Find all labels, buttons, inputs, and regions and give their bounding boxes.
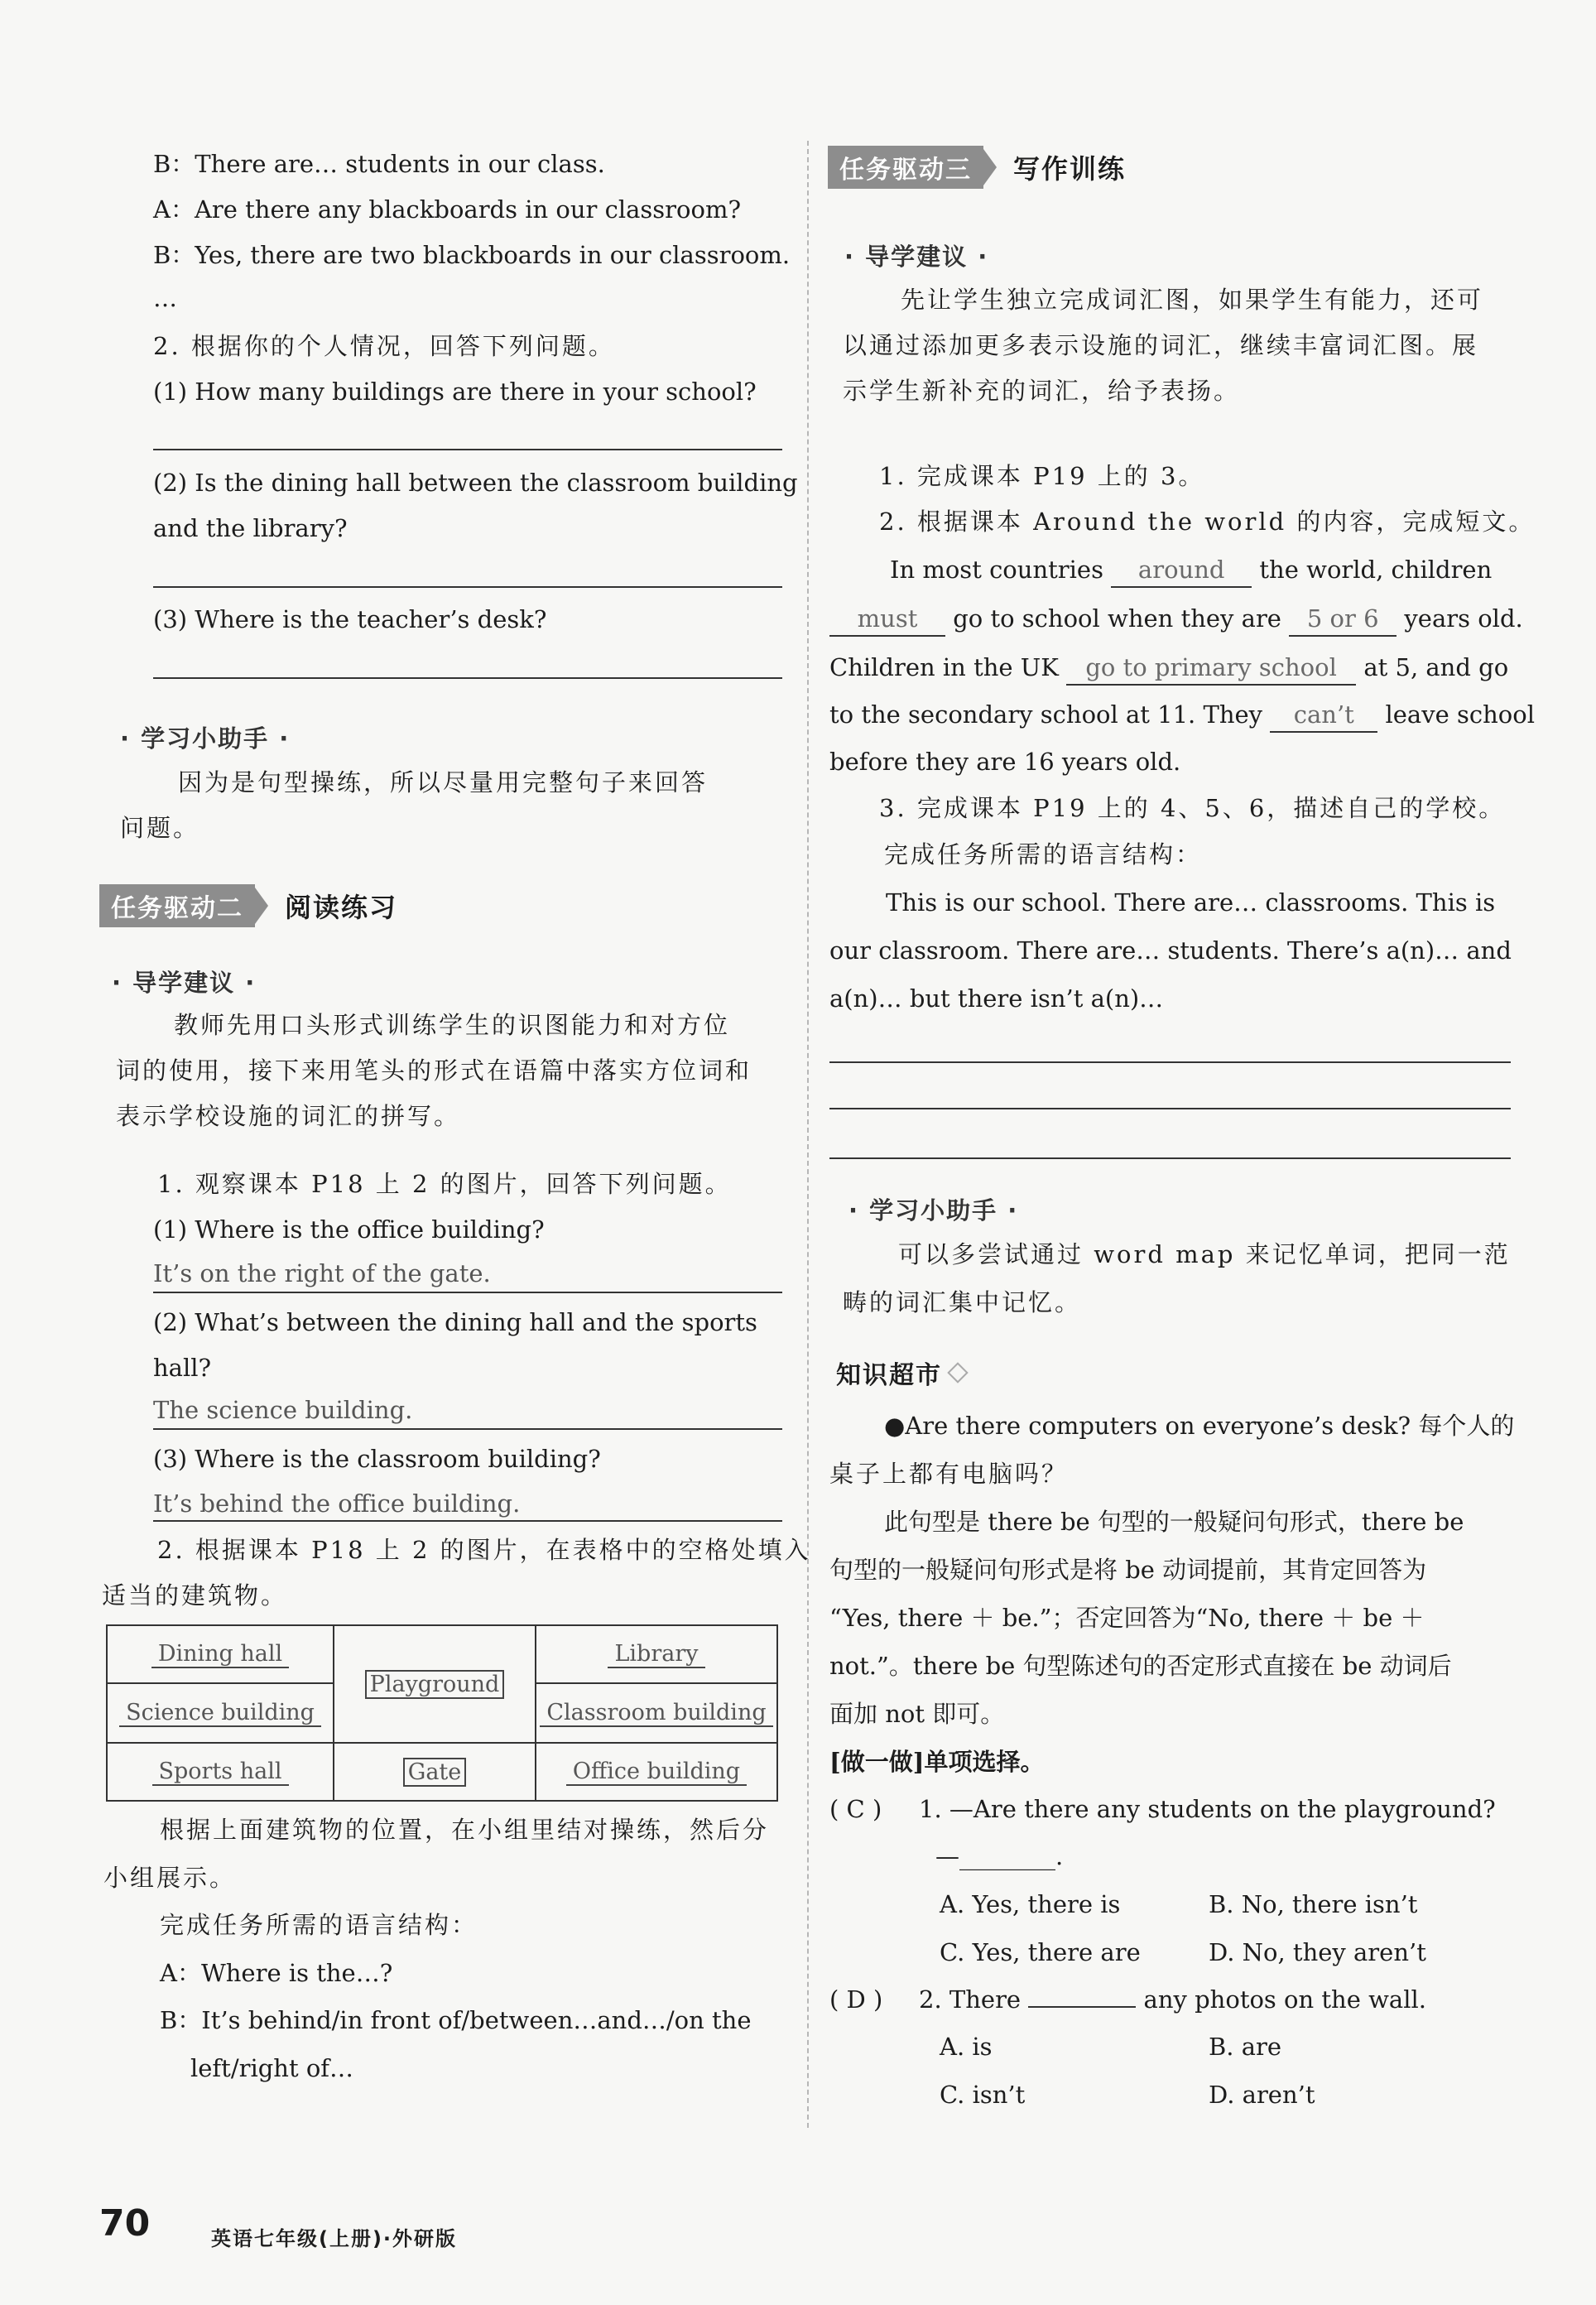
guide-line-1: 教师先用口头形式训练学生的识图能力和对方位: [174, 1011, 731, 1039]
tip-line-2: 畴的词汇集中记忆。: [843, 1288, 1082, 1316]
struct-heading: 完成任务所需的语言结构：: [160, 1911, 478, 1939]
mc1-option-c[interactable]: C. Yes, there are: [940, 1938, 1141, 1966]
group-line-1: 根据上面建筑物的位置，在小组里结对操练，然后分: [160, 1816, 770, 1844]
mc2-answer[interactable]: ( D ): [829, 1985, 883, 2014]
dialog-line-2: A：Are there any blackboards in our classroom?: [153, 195, 742, 224]
mc2-option-a[interactable]: A. is: [940, 2033, 993, 2061]
writing-1: 1. 完成课本 P19 上的 3。: [879, 462, 1205, 490]
knowledge-line-5: “Yes, there ＋ be.”；否定回答为“No, there ＋ be ＋: [829, 1604, 1425, 1632]
writing-3: 3. 完成课本 P19 上的 4、5、6，描述自己的学校。: [879, 794, 1506, 822]
guide-line-2: 词的使用，接下来用笔头的形式在语篇中落实方位词和: [116, 1056, 752, 1085]
reading-q1-2b: hall?: [153, 1354, 212, 1382]
blank-1[interactable]: around: [1111, 553, 1252, 588]
answer-line[interactable]: [153, 586, 782, 588]
struct-line-3: a(n)… but there isn’t a(n)…: [829, 984, 1164, 1013]
q2-question-3: (3) Where is the teacher’s desk?: [153, 605, 547, 633]
guide-heading: · 导学建议 ·: [844, 243, 989, 271]
struct-line-2: our classroom. There are… students. There’s a(n)… and: [829, 936, 1512, 965]
knowledge-line-6: not.”。there be 句型陈述句的否定形式直接在 be 动词后: [829, 1652, 1452, 1680]
cell-office-building: Office building: [536, 1743, 777, 1801]
reading-q2-title-a: 2. 根据课本 P18 上 2 的图片，在表格中的空格处填入: [157, 1536, 811, 1564]
mc1-answer[interactable]: ( C ): [829, 1795, 882, 1823]
guide-line-1: 先让学生独立完成词汇图，如果学生有能力，还可: [901, 286, 1484, 314]
diamond-icon: [947, 1362, 968, 1383]
tip-heading: · 学习小助手 ·: [120, 724, 291, 753]
blank-5[interactable]: can’t: [1270, 698, 1377, 733]
dialog-line-1: B：There are… students in our class.: [153, 150, 605, 178]
tip-line-1: 因为是句型操练，所以尽量用完整句子来回答: [178, 768, 709, 796]
answer-line[interactable]: [153, 1292, 782, 1293]
reading-a1: It’s on the right of the gate.: [153, 1259, 491, 1287]
section-3-header: [828, 146, 1126, 189]
answer-line[interactable]: [153, 1428, 782, 1430]
mc1-blank: —________.: [935, 1842, 1064, 1870]
knowledge-heading: 知识超市: [836, 1355, 965, 1391]
writing-line[interactable]: [829, 1108, 1511, 1109]
mc1-question: 1. —Are there any students on the playground?: [919, 1795, 1496, 1823]
mc2-option-c[interactable]: C. isn’t: [940, 2081, 1026, 2109]
reading-q1-title: 1. 观察课本 P18 上 2 的图片，回答下列问题。: [157, 1170, 732, 1198]
section-2-title: 阅读练习: [285, 892, 398, 923]
q2-question-1: (1) How many buildings are there in your school?: [153, 378, 757, 406]
mc1-option-d[interactable]: D. No, they aren’t: [1209, 1938, 1426, 1966]
mc2-blank[interactable]: [1028, 2006, 1136, 2008]
q2-question-2b: and the library?: [153, 514, 348, 542]
answer-line[interactable]: [153, 449, 782, 450]
cell-playground: Playground: [334, 1625, 536, 1743]
cell-library: Library: [536, 1625, 777, 1683]
reading-a2: The science building.: [153, 1396, 413, 1424]
passage-line-1: In most countries around the world, children: [890, 553, 1492, 588]
knowledge-line-3: 此句型是 there be 句型的一般疑问句形式，there be: [884, 1508, 1464, 1536]
q2-title: 2. 根据你的个人情况，回答下列问题。: [153, 332, 615, 360]
tip-line-2: 问题。: [120, 814, 200, 842]
struct-heading: 完成任务所需的语言结构：: [884, 840, 1203, 869]
blank-3[interactable]: 5 or 6: [1289, 602, 1396, 637]
group-line-2: 小组展示。: [103, 1864, 237, 1892]
column-divider: [807, 141, 809, 2128]
knowledge-line-1: ●Are there computers on everyone’s desk? 每个人的: [884, 1412, 1515, 1440]
section-2-tag: 任务驱动二: [99, 884, 255, 927]
passage-line-2: must go to school when they are 5 or 6 years old.: [829, 602, 1523, 637]
knowledge-line-4: 句型的一般疑问句形式是将 be 动词提前，其肯定回答为: [829, 1556, 1427, 1584]
do-heading: [做一做]单项选择。: [829, 1748, 1045, 1776]
struct-line-1: This is our school. There are… classrooms. This is: [886, 888, 1496, 917]
writing-2: 2. 根据课本 Around the world 的内容，完成短文。: [879, 508, 1536, 536]
guide-heading: · 导学建议 ·: [112, 969, 257, 997]
knowledge-line-2: 桌子上都有电脑吗？: [829, 1460, 1069, 1488]
blank-2[interactable]: must: [829, 602, 945, 637]
struct-a: A：Where is the…?: [160, 1959, 393, 1987]
cell-sports-hall: Sports hall: [107, 1743, 334, 1801]
guide-line-3: 示学生新补充的词汇，给予表扬。: [843, 377, 1241, 405]
book-title: 英语七年级(上册)·外研版: [211, 2227, 458, 2250]
cell-science-building: Science building: [107, 1683, 334, 1743]
dialog-line-3: B：Yes, there are two blackboards in our classroom.: [153, 241, 791, 269]
reading-q1-3: (3) Where is the classroom building?: [153, 1445, 601, 1473]
struct-b-1: B：It’s behind/in front of/between…and…/on the: [160, 2006, 752, 2034]
writing-line[interactable]: [829, 1061, 1511, 1063]
arrow-icon: [983, 149, 997, 185]
cell-gate: Gate: [334, 1743, 536, 1801]
mc1-option-b[interactable]: B. No, there isn’t: [1209, 1890, 1418, 1918]
mc2-option-b[interactable]: B. are: [1209, 2033, 1282, 2061]
building-table: [106, 1624, 778, 1802]
guide-line-2: 以通过添加更多表示设施的词汇，继续丰富词汇图。展: [843, 331, 1479, 359]
reading-q1-1: (1) Where is the office building?: [153, 1215, 545, 1244]
passage-line-3: Children in the UK go to primary school at 5, and go: [829, 651, 1508, 686]
cell-dining-hall: Dining hall: [107, 1625, 334, 1683]
guide-line-3: 表示学校设施的词汇的拼写。: [116, 1102, 461, 1130]
reading-q2-title-b: 适当的建筑物。: [102, 1581, 288, 1610]
answer-line[interactable]: [153, 1520, 782, 1522]
answer-line[interactable]: [153, 677, 782, 679]
reading-a3: It’s behind the office building.: [153, 1489, 521, 1518]
passage-line-4: to the secondary school at 11. They can’t leave school: [829, 698, 1535, 733]
section-3-tag: 任务驱动三: [828, 146, 983, 189]
blank-4[interactable]: go to primary school: [1066, 651, 1356, 686]
arrow-icon: [255, 888, 268, 924]
page-number: 70: [99, 2202, 151, 2245]
writing-line[interactable]: [829, 1157, 1511, 1159]
section-3-title: 写作训练: [1013, 153, 1127, 185]
mc1-option-a[interactable]: A. Yes, there is: [940, 1890, 1121, 1918]
cell-classroom-building: Classroom building: [536, 1683, 777, 1743]
mc2-option-d[interactable]: D. aren’t: [1209, 2081, 1315, 2109]
reading-q1-2a: (2) What’s between the dining hall and the sports: [153, 1308, 757, 1336]
q2-question-2a: (2) Is the dining hall between the classroom building: [153, 469, 798, 497]
dialog-ellipsis: …: [153, 284, 177, 312]
tip-line-1: 可以多尝试通过 word map 来记忆单词，把同一范: [898, 1240, 1511, 1268]
struct-b-2: left/right of…: [190, 2054, 354, 2082]
section-2-header: [99, 884, 397, 927]
tip-heading: · 学习小助手 ·: [848, 1196, 1019, 1225]
passage-line-5: before they are 16 years old.: [829, 748, 1181, 776]
mc2-question: 2. There any photos on the wall.: [919, 1985, 1426, 2014]
knowledge-line-7: 面加 not 即可。: [829, 1700, 1005, 1728]
